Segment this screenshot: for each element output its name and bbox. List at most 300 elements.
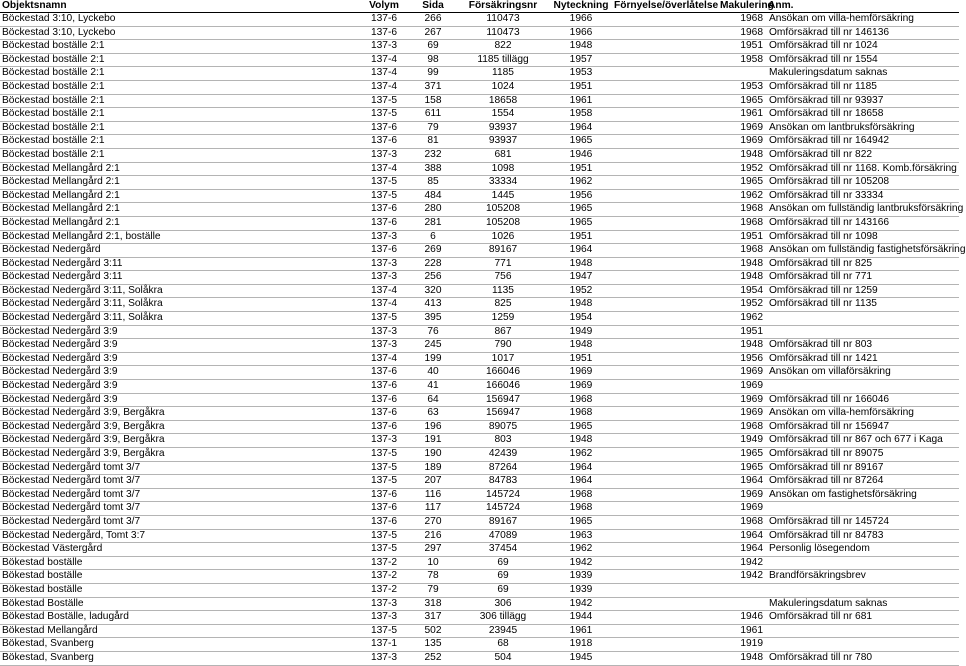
objektsnamn-cell: Böckestad Nedergård tomt 3/7 [0,488,358,502]
volym-cell: 137-6 [358,26,410,40]
header-objektsnamn: Objektsnamn [0,0,358,13]
makulering-cell: 1951 [718,325,766,339]
forsakringsnr-cell: 69 [456,556,550,570]
fornyelse-cell [612,407,718,421]
objektsnamn-cell: Böckestad Nedergård 3:9 [0,380,358,394]
table-row [0,13,959,27]
table-row [0,488,959,502]
sida-cell: 413 [410,298,456,312]
nyteckning-cell: 1961 [550,624,612,638]
objektsnamn-cell: Böckestad boställe 2:1 [0,53,358,67]
volym-cell: 137-6 [358,407,410,421]
sida-cell: 269 [410,244,456,258]
volym-cell: 137-5 [358,94,410,108]
makulering-cell: 1951 [718,40,766,54]
header-forsakringsnr: Försäkringsnr [456,0,550,13]
forsakringsnr-cell: 23945 [456,624,550,638]
objektsnamn-cell: Bökestad boställe [0,570,358,584]
table-row [0,162,959,176]
fornyelse-cell [612,624,718,638]
anm-cell: Omförsäkrad till nr 18658 [766,108,959,122]
forsakringsnr-cell: 93937 [456,121,550,135]
volym-cell: 137-6 [358,502,410,516]
anm-cell: Ansökan om fastighetsförsäkring [766,488,959,502]
sida-cell: 297 [410,543,456,557]
sida-cell: 10 [410,556,456,570]
makulering-cell: 1968 [718,13,766,27]
objektsnamn-cell: Böckestad Nedergård 3:11 [0,257,358,271]
header-anm: Anm. [766,0,959,13]
nyteckning-cell: 1965 [550,203,612,217]
fornyelse-cell [612,638,718,652]
table-row [0,148,959,162]
fornyelse-cell [612,53,718,67]
forsakringsnr-cell: 89167 [456,515,550,529]
forsakringsnr-cell: 145724 [456,502,550,516]
fornyelse-cell [612,135,718,149]
sida-cell: 228 [410,257,456,271]
objektsnamn-cell: Böckestad Mellangård 2:1 [0,162,358,176]
forsakringsnr-cell: 156947 [456,393,550,407]
forsakringsnr-cell: 166046 [456,380,550,394]
volym-cell: 137-4 [358,67,410,81]
sida-cell: 117 [410,502,456,516]
nyteckning-cell: 1962 [550,543,612,557]
objektsnamn-cell: Böckestad Mellangård 2:1 [0,203,358,217]
anm-cell: Makuleringsdatum saknas [766,67,959,81]
forsakringsnr-cell: 110473 [456,13,550,27]
objektsnamn-cell: Bökestad boställe [0,556,358,570]
nyteckning-cell: 1962 [550,176,612,190]
nyteckning-cell: 1966 [550,13,612,27]
forsakringsnr-cell: 1185 [456,67,550,81]
table-row [0,284,959,298]
forsakringsnr-cell: 42439 [456,448,550,462]
anm-cell: Ansökan om villa-hemförsäkring [766,13,959,27]
fornyelse-cell [612,312,718,326]
table-row [0,407,959,421]
objektsnamn-cell: Böckestad Nedergård 3:9 [0,325,358,339]
makulering-cell: 1953 [718,80,766,94]
nyteckning-cell: 1944 [550,611,612,625]
volym-cell: 137-2 [358,570,410,584]
volym-cell: 137-2 [358,583,410,597]
makulering-cell: 1965 [718,461,766,475]
sida-cell: 158 [410,94,456,108]
sida-cell: 252 [410,651,456,665]
nyteckning-cell: 1969 [550,380,612,394]
nyteckning-cell: 1965 [550,515,612,529]
makulering-cell [718,67,766,81]
anm-cell: Ansökan om villaförsäkring [766,366,959,380]
forsakringsnr-cell: 681 [456,148,550,162]
fornyelse-cell [612,339,718,353]
volym-cell: 137-3 [358,597,410,611]
nyteckning-cell: 1966 [550,26,612,40]
fornyelse-cell [612,67,718,81]
sida-cell: 69 [410,40,456,54]
anm-cell: Ansökan om villa-hemförsäkring [766,407,959,421]
objektsnamn-cell: Böckestad Mellangård 2:1 [0,176,358,190]
fornyelse-cell [612,543,718,557]
sida-cell: 207 [410,475,456,489]
fornyelse-cell [612,420,718,434]
makulering-cell: 1961 [718,108,766,122]
objektsnamn-cell: Böckestad Nedergård 3:11, Solåkra [0,312,358,326]
table-row [0,325,959,339]
anm-cell [766,380,959,394]
table-row [0,67,959,81]
header-fornyelse: Förnyelse/överlåtelse [614,0,719,11]
table-row [0,434,959,448]
anm-cell: Ansökan om lantbruksförsäkring [766,121,959,135]
sida-cell: 388 [410,162,456,176]
makulering-cell: 1964 [718,475,766,489]
table-row [0,26,959,40]
forsakringsnr-cell: 33334 [456,176,550,190]
fornyelse-cell [612,108,718,122]
anm-cell: Omförsäkrad till nr 1135 [766,298,959,312]
objektsnamn-cell: Bökestad Boställe, ladugård [0,611,358,625]
table-row [0,271,959,285]
forsakringsnr-cell: 105208 [456,216,550,230]
forsakringsnr-cell: 47089 [456,529,550,543]
forsakringsnr-cell: 69 [456,583,550,597]
objektsnamn-cell: Bökestad Boställe [0,597,358,611]
table-row [0,583,959,597]
table-row [0,312,959,326]
fornyelse-cell [612,488,718,502]
table-row [0,257,959,271]
anm-cell: Omförsäkrad till nr 166046 [766,393,959,407]
volym-cell: 137-6 [358,515,410,529]
anm-cell: Omförsäkrad till nr 780 [766,651,959,665]
fornyelse-cell [612,26,718,40]
fornyelse-cell [612,475,718,489]
volym-cell: 137-6 [358,135,410,149]
nyteckning-cell: 1968 [550,393,612,407]
sida-cell: 6 [410,230,456,244]
objektsnamn-cell: Böckestad boställe 2:1 [0,148,358,162]
forsakringsnr-cell: 166046 [456,366,550,380]
sida-cell: 395 [410,312,456,326]
table-row [0,556,959,570]
table-row [0,597,959,611]
volym-cell: 137-2 [358,556,410,570]
makulering-cell: 1965 [718,176,766,190]
volym-cell: 137-3 [358,257,410,271]
objektsnamn-cell: Böckestad boställe 2:1 [0,80,358,94]
sida-cell: 189 [410,461,456,475]
table-row [0,53,959,67]
table-row [0,352,959,366]
nyteckning-cell: 1947 [550,271,612,285]
makulering-cell: 1962 [718,312,766,326]
nyteckning-cell: 1956 [550,189,612,203]
fornyelse-cell [612,583,718,597]
table-row [0,651,959,665]
forsakringsnr-cell: 825 [456,298,550,312]
table-row [0,176,959,190]
forsakringsnr-cell: 156947 [456,407,550,421]
table-row [0,420,959,434]
anm-cell: Omförsäkrad till nr 93937 [766,94,959,108]
sida-cell: 245 [410,339,456,353]
anm-cell: Omförsäkrad till nr 681 [766,611,959,625]
header-row [0,0,959,13]
fornyelse-cell [612,393,718,407]
anm-cell: Ansökan om fullständig fastighetsförsäkring [766,244,959,258]
makulering-cell: 1942 [718,556,766,570]
fornyelse-cell [612,502,718,516]
anm-cell: Omförsäkrad till nr 1185 [766,80,959,94]
anm-cell: Omförsäkrad till nr 156947 [766,420,959,434]
objektsnamn-cell: Böckestad boställe 2:1 [0,121,358,135]
nyteckning-cell: 1969 [550,366,612,380]
table-row [0,393,959,407]
nyteckning-cell: 1946 [550,148,612,162]
objektsnamn-cell: Bökestad, Svanberg [0,651,358,665]
nyteckning-cell: 1965 [550,420,612,434]
anm-cell [766,502,959,516]
objektsnamn-cell: Böckestad Nedergård 3:9, Bergåkra [0,448,358,462]
volym-cell: 137-4 [358,352,410,366]
forsakringsnr-cell: 105208 [456,203,550,217]
table-row [0,135,959,149]
sida-cell: 63 [410,407,456,421]
fornyelse-cell [612,162,718,176]
makulering-cell: 1964 [718,543,766,557]
fornyelse-cell [612,448,718,462]
fornyelse-cell [612,380,718,394]
sida-cell: 318 [410,597,456,611]
volym-cell: 137-4 [358,53,410,67]
volym-cell: 137-5 [358,312,410,326]
table-row [0,448,959,462]
objektsnamn-cell: Böckestad Nedergård 3:9 [0,366,358,380]
objektsnamn-cell: Böckestad Nedergård tomt 3/7 [0,515,358,529]
table-row [0,461,959,475]
anm-cell: Brandförsäkringsbrev [766,570,959,584]
volym-cell: 137-3 [358,40,410,54]
makulering-cell: 1948 [718,148,766,162]
nyteckning-cell: 1953 [550,67,612,81]
volym-cell: 137-6 [358,244,410,258]
objektsnamn-cell: Böckestad Mellangård 2:1, boställe [0,230,358,244]
makulering-cell: 1969 [718,121,766,135]
table-row [0,502,959,516]
forsakringsnr-cell: 306 tillägg [456,611,550,625]
table-row [0,611,959,625]
anm-cell: Personlig lösegendom [766,543,959,557]
objektsnamn-cell: Böckestad Nedergård 3:11 [0,271,358,285]
fornyelse-cell [612,461,718,475]
fornyelse-cell [612,529,718,543]
nyteckning-cell: 1948 [550,40,612,54]
forsakringsnr-cell: 87264 [456,461,550,475]
forsakringsnr-cell: 93937 [456,135,550,149]
table-row [0,244,959,258]
forsakringsnr-cell: 89075 [456,420,550,434]
fornyelse-cell [612,189,718,203]
anm-cell [766,556,959,570]
sida-cell: 267 [410,26,456,40]
volym-cell: 137-3 [358,434,410,448]
anm-cell: Omförsäkrad till nr 87264 [766,475,959,489]
fornyelse-cell [612,148,718,162]
anm-cell: Omförsäkrad till nr 33334 [766,189,959,203]
table-row [0,189,959,203]
anm-cell: Omförsäkrad till nr 1554 [766,53,959,67]
objektsnamn-cell: Böckestad Nedergård 3:9 [0,339,358,353]
sida-cell: 81 [410,135,456,149]
objektsnamn-cell: Böckestad 3:10, Lyckebo [0,13,358,27]
fornyelse-cell [612,271,718,285]
anm-cell: Ansökan om fullständig lantbruksförsäkring [766,203,959,217]
anm-cell: Omförsäkrad till nr 1421 [766,352,959,366]
table-body [0,13,966,666]
anm-cell: Omförsäkrad till nr 89075 [766,448,959,462]
volym-cell: 137-4 [358,162,410,176]
makulering-cell: 1952 [718,298,766,312]
forsakringsnr-cell: 1135 [456,284,550,298]
table-row [0,475,959,489]
volym-cell: 137-3 [358,339,410,353]
objektsnamn-cell: Böckestad Mellangård 2:1 [0,216,358,230]
anm-cell: Omförsäkrad till nr 105208 [766,176,959,190]
forsakringsnr-cell: 803 [456,434,550,448]
anm-cell: Omförsäkrad till nr 143166 [766,216,959,230]
header-volym: Volym [358,0,410,13]
sida-cell: 190 [410,448,456,462]
volym-cell: 137-3 [358,271,410,285]
forsakringsnr-cell: 1445 [456,189,550,203]
nyteckning-cell: 1968 [550,502,612,516]
forsakringsnr-cell: 145724 [456,488,550,502]
forsakringsnr-cell: 822 [456,40,550,54]
makulering-cell: 1969 [718,502,766,516]
forsakringsnr-cell: 68 [456,638,550,652]
sida-cell: 196 [410,420,456,434]
makulering-cell: 1952 [718,162,766,176]
nyteckning-cell: 1965 [550,135,612,149]
volym-cell: 137-3 [358,611,410,625]
makulering-cell: 1942 [718,570,766,584]
makulering-cell: 1969 [718,488,766,502]
objektsnamn-cell: Böckestad boställe 2:1 [0,135,358,149]
makulering-cell [718,597,766,611]
makulering-cell: 1956 [718,352,766,366]
forsakringsnr-cell: 306 [456,597,550,611]
fornyelse-cell [612,40,718,54]
table-row [0,80,959,94]
objektsnamn-cell: Böckestad Nedergård, Tomt 3:7 [0,529,358,543]
fornyelse-cell [612,651,718,665]
sida-cell: 280 [410,203,456,217]
volym-cell: 137-5 [358,543,410,557]
objektsnamn-cell: Böckestad boställe 2:1 [0,40,358,54]
nyteckning-cell: 1949 [550,325,612,339]
volym-cell: 137-1 [358,638,410,652]
objektsnamn-cell: Böckestad Nedergård tomt 3/7 [0,502,358,516]
fornyelse-cell [612,216,718,230]
anm-cell: Omförsäkrad till nr 146136 [766,26,959,40]
objektsnamn-cell: Böckestad boställe 2:1 [0,108,358,122]
table-row [0,40,959,54]
nyteckning-cell: 1951 [550,352,612,366]
makulering-cell: 1961 [718,624,766,638]
anm-cell: Omförsäkrad till nr 803 [766,339,959,353]
makulering-cell: 1965 [718,448,766,462]
anm-cell: Makuleringsdatum saknas [766,597,959,611]
fornyelse-cell [612,570,718,584]
volym-cell: 137-6 [358,121,410,135]
makulering-cell: 1962 [718,189,766,203]
makulering-cell: 1948 [718,271,766,285]
anm-cell [766,583,959,597]
makulering-cell: 1965 [718,94,766,108]
sida-cell: 199 [410,352,456,366]
objektsnamn-cell: Bökestad, Svanberg [0,638,358,652]
makulering-cell: 1948 [718,257,766,271]
volym-cell: 137-5 [358,475,410,489]
fornyelse-cell [612,121,718,135]
sida-cell: 270 [410,515,456,529]
anm-cell: Omförsäkrad till nr 164942 [766,135,959,149]
forsakringsnr-cell: 771 [456,257,550,271]
sida-cell: 320 [410,284,456,298]
table-row [0,121,959,135]
sida-cell: 78 [410,570,456,584]
makulering-cell: 1951 [718,230,766,244]
sida-cell: 256 [410,271,456,285]
makulering-cell: 1946 [718,611,766,625]
forsakringsnr-cell: 18658 [456,94,550,108]
sida-cell: 371 [410,80,456,94]
table-row [0,108,959,122]
table-row [0,543,959,557]
nyteckning-cell: 1962 [550,448,612,462]
fornyelse-cell [612,230,718,244]
makulering-cell: 1919 [718,638,766,652]
table-row [0,624,959,638]
forsakringsnr-cell: 1024 [456,80,550,94]
volym-cell: 137-6 [358,203,410,217]
objektsnamn-cell: Böckestad Västergård [0,543,358,557]
objektsnamn-cell: Bökestad Mellangård [0,624,358,638]
makulering-cell: 1954 [718,284,766,298]
table-row [0,515,959,529]
nyteckning-cell: 1968 [550,407,612,421]
volym-cell: 137-6 [358,216,410,230]
fornyelse-cell [612,203,718,217]
makulering-cell [718,583,766,597]
volym-cell: 137-5 [358,189,410,203]
anm-cell: Omförsäkrad till nr 84783 [766,529,959,543]
fornyelse-cell [612,298,718,312]
fornyelse-cell [612,611,718,625]
sida-cell: 191 [410,434,456,448]
forsakringsnr-cell: 84783 [456,475,550,489]
volym-cell: 137-6 [358,420,410,434]
nyteckning-cell: 1945 [550,651,612,665]
volym-cell: 137-6 [358,13,410,27]
objektsnamn-cell: Böckestad boställe 2:1 [0,94,358,108]
anm-cell [766,325,959,339]
fornyelse-cell [612,325,718,339]
header-nyteckning: Nyteckning [550,0,612,13]
table-row [0,529,959,543]
